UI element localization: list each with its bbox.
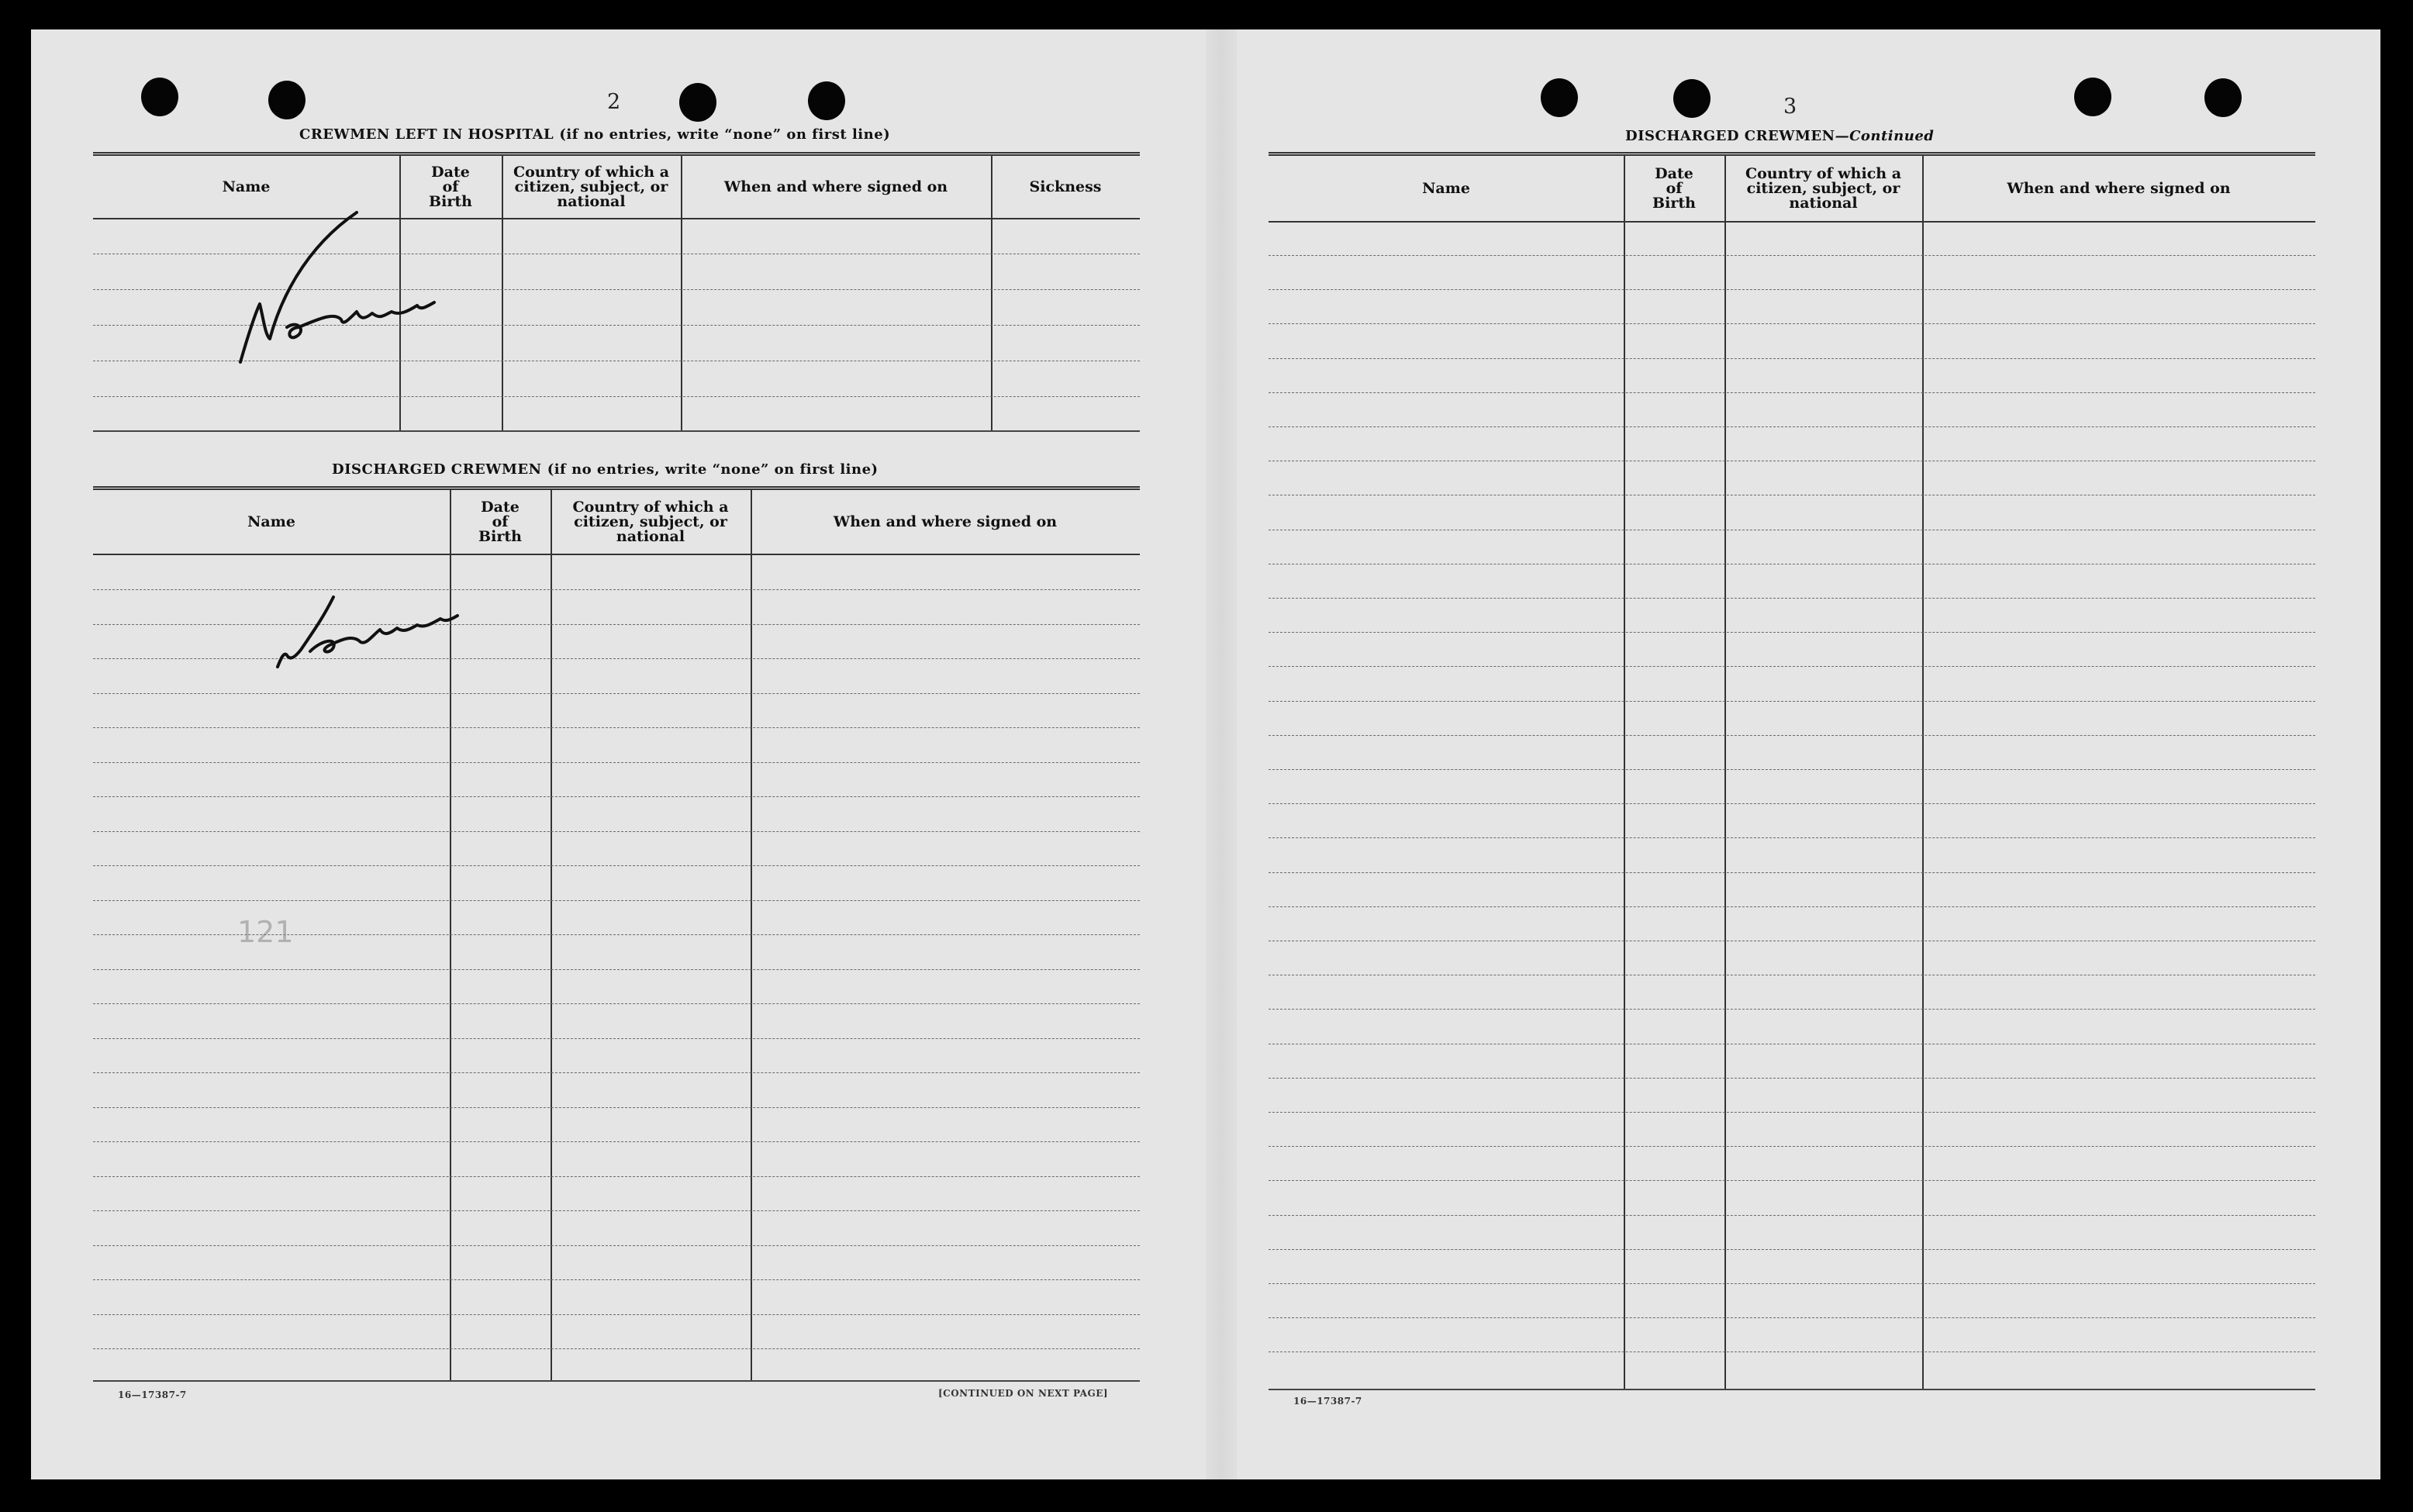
- hospital-section-title: [299, 126, 890, 143]
- punch-hole: [141, 78, 178, 116]
- table-row: [1269, 289, 2315, 290]
- table-row: [1269, 1146, 2315, 1147]
- table-row: [93, 1003, 1140, 1004]
- punch-hole: [1673, 79, 1711, 118]
- table-row: [93, 396, 1140, 397]
- discharged-continued-table: [1269, 152, 2315, 1390]
- discharged-continued-title: [1625, 127, 1934, 144]
- table-row: [93, 693, 1140, 694]
- punch-hole: [2204, 78, 2242, 117]
- column-divider: [1724, 156, 1726, 1389]
- hospital-title-note: (if no entries, write “none” on first line): [559, 126, 891, 143]
- table-row: [1269, 872, 2315, 873]
- page-number-left: 2: [607, 90, 621, 114]
- table-row: [1269, 632, 2315, 633]
- table-row: [93, 1038, 1140, 1039]
- table-row: [93, 1107, 1140, 1108]
- table-row: [1269, 358, 2315, 359]
- table-row: [1269, 803, 2315, 804]
- punch-hole: [808, 81, 845, 120]
- column-header-date-of-birth: Date of Birth: [1652, 164, 1696, 212]
- page-fold: [1206, 29, 1237, 1479]
- table-row: [93, 865, 1140, 866]
- discharged-title-text: DISCHARGED CREWMEN: [332, 461, 542, 478]
- table-row: [93, 762, 1140, 763]
- table-row: [93, 1141, 1140, 1142]
- table-row: [93, 1348, 1140, 1349]
- table-row: [1269, 1215, 2315, 1216]
- handwritten-none-hospital: [225, 203, 457, 381]
- table-row: [93, 589, 1140, 590]
- column-header-date-of-birth: Date of Birth: [478, 498, 522, 545]
- header-rule: [93, 554, 1140, 555]
- table-row: [93, 969, 1140, 970]
- form-number-right: 16—17387-7: [1293, 1396, 1362, 1407]
- column-header-signed-on: When and where signed on: [723, 178, 948, 195]
- table-row: [93, 900, 1140, 901]
- discharged-section-title: [332, 461, 879, 478]
- table-row: [93, 1279, 1140, 1280]
- table-row: [93, 1176, 1140, 1177]
- handwritten-none-discharged: [264, 574, 465, 675]
- table-row: [1269, 1078, 2315, 1079]
- continued-note: [CONTINUED ON NEXT PAGE]: [938, 1388, 1109, 1399]
- table-row: [93, 624, 1140, 625]
- punch-hole: [268, 81, 306, 119]
- column-header-name: Name: [222, 178, 271, 195]
- table-row: [1269, 701, 2315, 702]
- table-row: [1269, 1283, 2315, 1284]
- discharged-continued-text: DISCHARGED CREWMEN: [1625, 128, 1835, 144]
- column-divider: [1922, 156, 1924, 1389]
- punch-hole: [679, 83, 716, 122]
- column-header-name: Name: [247, 513, 295, 530]
- column-header-country: Country of which a citizen, subject, or national: [572, 498, 729, 545]
- table-row: [93, 1210, 1140, 1211]
- table-row: [1269, 255, 2315, 256]
- table-row: [1269, 323, 2315, 324]
- column-divider: [1624, 156, 1625, 1389]
- table-row: [1269, 1009, 2315, 1010]
- discharged-title-note: (if no entries, write “none” on first line): [547, 461, 879, 478]
- table-row: [1269, 426, 2315, 427]
- table-row: [93, 1314, 1140, 1315]
- column-header-signed-on: When and where signed on: [2007, 179, 2231, 197]
- table-row: [1269, 598, 2315, 599]
- column-header-sickness: Sickness: [1029, 178, 1102, 195]
- table-row: [1269, 1112, 2315, 1113]
- table-row: [93, 658, 1140, 659]
- table-row: [1269, 1180, 2315, 1181]
- table-row: [93, 727, 1140, 728]
- column-header-country: Country of which a citizen, subject, or national: [513, 163, 670, 210]
- table-row: [1269, 1249, 2315, 1250]
- table-row: [93, 831, 1140, 832]
- table-row: [1269, 1317, 2315, 1318]
- table-row: [1269, 666, 2315, 667]
- table-row: [1269, 769, 2315, 770]
- table-row: [93, 1245, 1140, 1246]
- column-header-signed-on: When and where signed on: [833, 513, 1058, 530]
- discharged-continued-suffix: —Continued: [1835, 128, 1935, 144]
- punch-hole: [1541, 78, 1578, 117]
- faint-mark: 121: [237, 915, 294, 949]
- column-header-name: Name: [1422, 179, 1470, 197]
- page-number-right: 3: [1783, 95, 1797, 119]
- table-row: [1269, 1351, 2315, 1352]
- hospital-title-text: CREWMEN LEFT IN HOSPITAL: [299, 126, 554, 143]
- table-row: [1269, 837, 2315, 838]
- header-rule: [1269, 221, 2315, 223]
- table-row: [1269, 735, 2315, 736]
- table-row: [93, 1072, 1140, 1073]
- column-header-country: Country of which a citizen, subject, or national: [1745, 164, 1902, 212]
- punch-hole: [2074, 78, 2111, 116]
- column-header-date-of-birth: Date of Birth: [429, 163, 472, 210]
- form-number-left: 16—17387-7: [118, 1389, 187, 1400]
- table-row: [93, 796, 1140, 797]
- table-row: [1269, 392, 2315, 393]
- table-row: [1269, 906, 2315, 907]
